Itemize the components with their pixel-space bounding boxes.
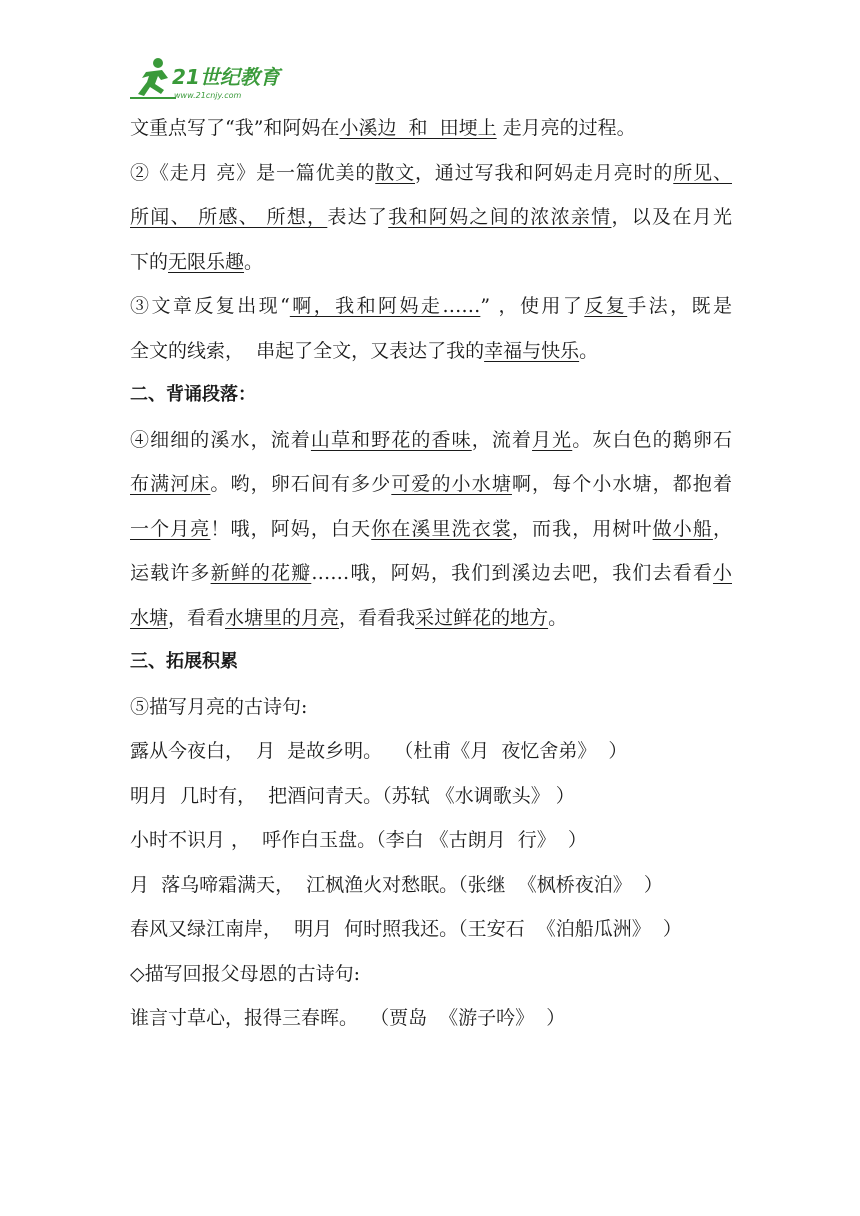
poem-line: 露从今夜白， 月 是故乡明。 （杜甫《月 夜忆舍弟》 ） (130, 740, 628, 762)
text-line: 文重点写了“我”和阿妈在小溪边 和 田埂上 走月亮的过程。 (130, 117, 636, 139)
poem-line: 月 落乌啼霜满天， 江枫渔火对愁眠。（张继 《枫桥夜泊》 ） (130, 873, 663, 896)
logo-text: 21世纪教育 (172, 65, 280, 89)
running-figure-icon (138, 58, 168, 96)
poem-line: 明月 几时有， 把酒问青天。（苏轼 《水调歌头》 ） (130, 784, 575, 807)
text-line: ◇描写回报父母恩的古诗句: (130, 962, 361, 985)
poem-line: 小时不识月 ， 呼作白玉盘。（李白 《古朗月 行》 ） (130, 829, 587, 851)
document-body (130, 106, 732, 1041)
logo-subtext: www.21cnjy.com (174, 91, 242, 100)
text-line: 水塘，看看水塘里的月亮，看看我采过鲜花的地方。 (130, 606, 568, 629)
text-line: ②《走月 亮》是一篇优美的散文，通过写我和阿妈走月亮时的所见、 (130, 161, 732, 184)
text-line: 所闻、 所感、 所想，表达了我和阿妈之间的浓浓亲情，以及在月光 (130, 206, 732, 228)
text-line: 布满河床。哟，卵石间有多少可爱的小水塘啊，每个小水塘，都抱着 (130, 473, 732, 495)
section-heading: 二、背诵段落： (130, 384, 256, 405)
text-line: 下的无限乐趣。 (130, 250, 264, 273)
text-line: 运载许多新鲜的花瓣……哦，阿妈，我们到溪边去吧，我们去看看小 (130, 562, 732, 584)
poem-line: 谁言寸草心，报得三春晖。 （贾岛 《游子吟》 ） (130, 1007, 566, 1029)
site-logo (128, 54, 288, 102)
text-line: ③文章反复出现“啊，我和阿妈走……” ，使用了反复手法，既是 (130, 295, 732, 317)
text-line: 全文的线索， 串起了全文，又表达了我的幸福与快乐。 (130, 339, 599, 362)
section-heading: 三、拓展积累 (130, 651, 238, 672)
text-line: 一个月亮！哦，阿妈，白天你在溪里洗衣裳，而我，用树叶做小船， (130, 517, 732, 540)
text-line: ⑤描写月亮的古诗句: (130, 695, 308, 718)
poem-line: 春风又绿江南岸， 明月 何时照我还。（王安石 《泊船瓜洲》 ） (130, 918, 682, 940)
text-line: ④细细的溪水，流着山草和野花的香味，流着月光。灰白色的鹅卵石 (130, 428, 732, 451)
